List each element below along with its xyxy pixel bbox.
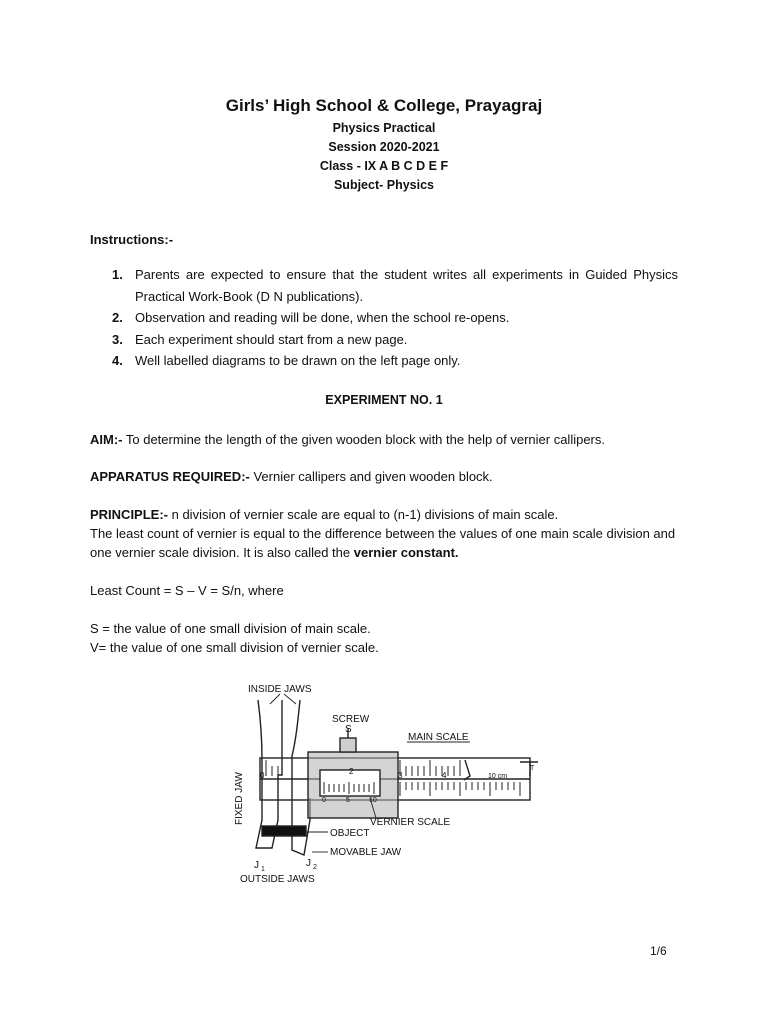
s-definition: S = the value of one small division of main scale.: [90, 621, 371, 636]
school-title: Girls’ High School & College, Prayagraj: [225, 96, 543, 115]
label-movable-jaw: MOVABLE JAW: [330, 847, 402, 858]
list-item: 2. Observation and reading will be done, when the school re-opens.: [112, 310, 510, 325]
screw-shape: [340, 738, 356, 752]
subtitle-session: Session 2020-2021: [328, 140, 440, 154]
label-main-2: 2: [349, 767, 354, 776]
label-screw-s: S: [345, 724, 352, 735]
vernier-constant: vernier constant.: [353, 545, 459, 560]
label-screw: SCREW: [332, 714, 370, 725]
apparatus-label: APPARATUS REQUIRED:-: [90, 469, 250, 484]
subtitle-subject: Subject- Physics: [333, 178, 435, 192]
experiment-title: EXPERIMENT NO. 1: [325, 393, 443, 407]
page-number: 1/6: [650, 944, 667, 958]
v-definition: V= the value of one small division of vernier scale.: [90, 640, 379, 655]
label-vernier-scale: VERNIER SCALE: [370, 817, 451, 828]
label-fixed-jaw: FIXED JAW: [234, 772, 245, 825]
label-j1-sub: 1: [261, 866, 265, 873]
label-main-0: 0: [260, 771, 265, 780]
label-j2: J: [306, 858, 311, 869]
label-j1: J: [254, 860, 259, 871]
principle-text: n division of vernier scale are equal to (n-1) divisions of main scale.: [168, 507, 559, 522]
label-main-3: 3: [398, 771, 403, 780]
aim-text: To determine the length of the given wooden block with the help of vernier callipers.: [122, 432, 605, 447]
label-object: OBJECT: [330, 828, 370, 839]
principle-paragraph: [90, 505, 680, 562]
instructions-heading: Instructions:-: [90, 232, 174, 247]
subtitle-class: Class - IX A B C D E F: [319, 159, 449, 173]
list-item: 1. Parents are expected to ensure that the student writes all experiments in Guided Physics Practical Work-Book (D N publications).: [112, 267, 678, 304]
label-vernier-0: 0: [322, 797, 326, 804]
principle-line2: The least count of vernier is equal to the difference between the values of one main scale division and one vernier scale division. It is also called the: [90, 526, 676, 560]
label-outside-jaws: OUTSIDE JAWS: [240, 874, 315, 885]
label-main-4: 4: [442, 771, 447, 780]
least-count: Least Count = S – V = S/n, where: [90, 583, 284, 598]
label-inside-jaws: INSIDE JAWS: [248, 684, 312, 695]
aim-label: AIM:-: [90, 432, 123, 447]
principle-label: PRINCIPLE:-: [90, 507, 168, 522]
object-block: [262, 826, 306, 836]
aim-paragraph: [90, 430, 680, 449]
list-item: 4. Well labelled diagrams to be drawn on the left page only.: [112, 353, 461, 368]
list-item: 3. Each experiment should start from a new page.: [112, 331, 408, 347]
label-main-10cm: 10 cm: [488, 773, 508, 780]
apparatus-text: Vernier callipers and given wooden block.: [249, 469, 493, 484]
vernier-calliper-diagram: [220, 680, 560, 890]
label-j2-sub: 2: [313, 864, 317, 871]
label-vernier-10: 10: [369, 797, 377, 804]
label-main-scale: MAIN SCALE: [408, 732, 469, 743]
label-t-mark: T: [530, 765, 535, 772]
label-vernier-5: 5: [346, 797, 350, 804]
apparatus-paragraph: [90, 467, 680, 486]
instructions-list: [90, 264, 678, 372]
subtitle-practical: Physics Practical: [332, 121, 436, 135]
